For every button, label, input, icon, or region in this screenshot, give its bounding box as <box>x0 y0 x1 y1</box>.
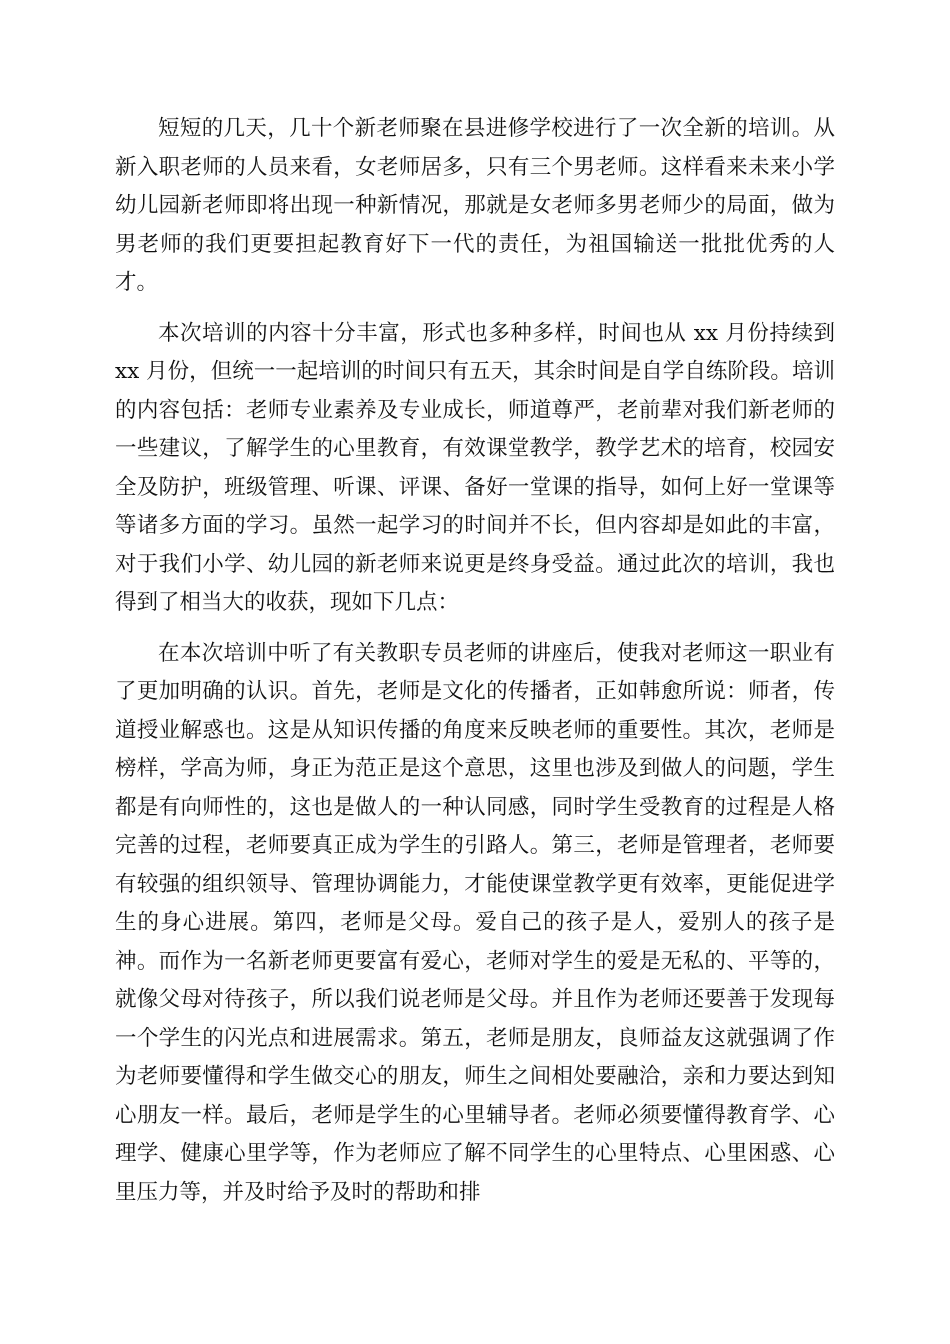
paragraph-1: 短短的几天，几十个新老师聚在县进修学校进行了一次全新的培训。从新入职老师的人员来看，女老师居多，只有三个男老师。这样看来未来小学幼儿园新老师即将出现一种新情况，那就是女老师多男老师少的局面，做为男老师的我们更要担起教育好下一代的责任，为祖国输送一批批优秀的人才。 <box>115 116 835 295</box>
document-body <box>115 110 835 1224</box>
paragraph-2: 本次培训的内容十分丰富，形式也多种多样，时间也从 xx 月份持续到 xx 月份，但统一一起培训的时间只有五天，其余时间是自学自练阶段。培训的内容包括：老师专业素养及专业成长，师道尊严，老前辈对我们新老师的一些建议，了解学生的心里教育，有效课堂教学，教学艺术的培育，校园安全及防护，班级管理、听课、评课、备好一堂课的指导，如何上好一堂课等等诸多方面的学习。虽然一起学习的时间并不长，但内容却是如此的丰富，对于我们小学、幼儿园的新老师来说更是终身受益。通过此次的培训，我也得到了相当大的收获，现如下几点： <box>115 320 835 615</box>
paragraph-3: 在本次培训中听了有关教职专员老师的讲座后，使我对老师这一职业有了更加明确的认识。首先，老师是文化的传播者，正如韩愈所说：师者，传道授业解惑也。这是从知识传播的角度来反映老师的重要性。其次，老师是榜样，学高为师，身正为范正是这个意思，这里也涉及到做人的问题，学生都是有向师性的，这也是做人的一种认同感，同时学生受教育的过程是人格完善的过程，老师要真正成为学生的引路人。第三，老师是管理者，老师要有较强的组织领导、管理协调能力，才能使课堂教学更有效率，更能促进学生的身心进展。第四，老师是父母。爱自己的孩子是人，爱别人的孩子是神。而作为一名新老师更要富有爱心，老师对学生的爱是无私的、平等的，就像父母对待孩子，所以我们说老师是父母。并且作为老师还要善于发现每一个学生的闪光点和进展需求。第五，老师是朋友，良师益友这就强调了作为老师要懂得和学生做交心的朋友，师生之间相处要融洽，亲和力要达到知心朋友一样。最后，老师是学生的心里辅导者。老师必须要懂得教育学、心理学、健康心里学等，作为老师应了解不同学生的心里特点、心里困惑、心里压力等，并及时给予及时的帮助和排 <box>115 640 835 1205</box>
